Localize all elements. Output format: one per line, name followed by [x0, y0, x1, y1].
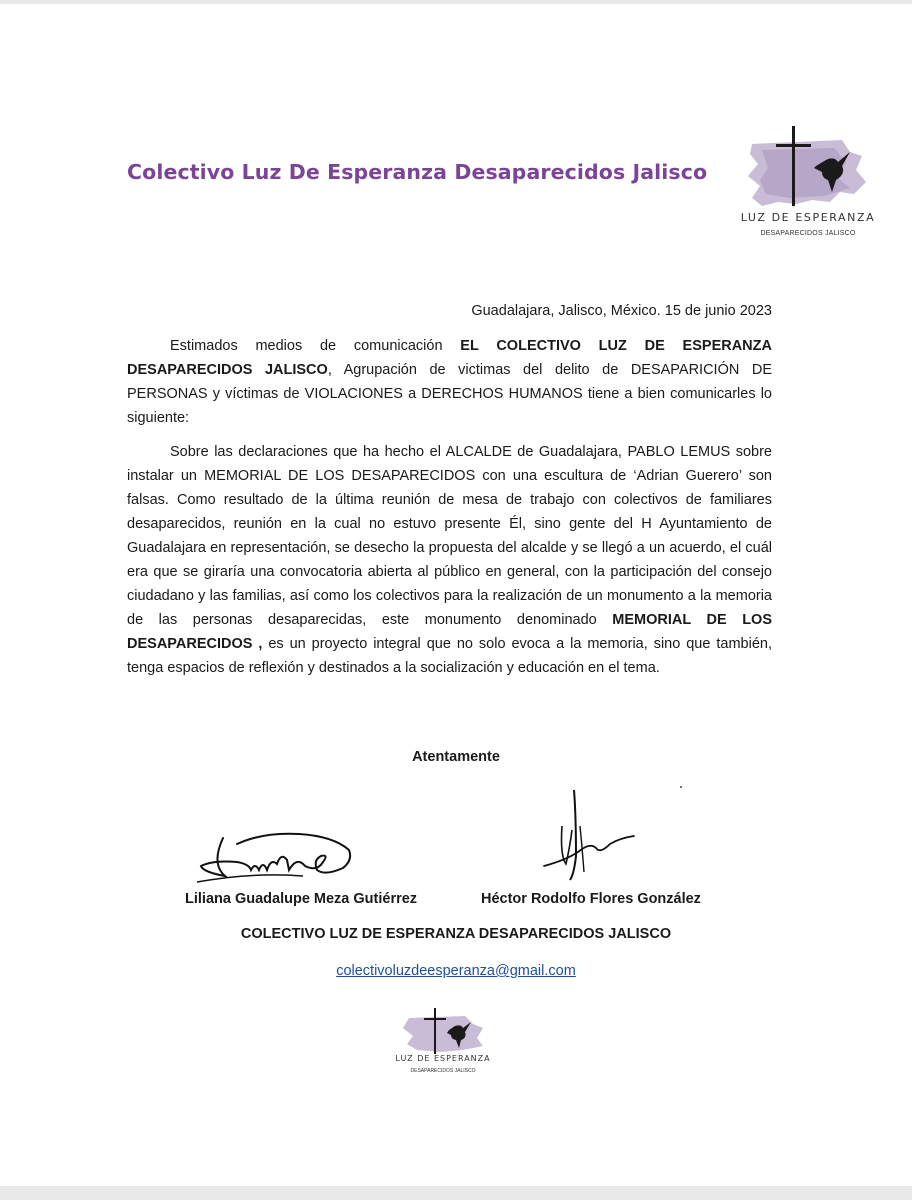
logo	[738, 122, 878, 247]
signature-right	[530, 786, 650, 882]
paragraph-body	[127, 440, 772, 680]
logo-footer-mark	[393, 1006, 493, 1056]
logo-subtitle: DESAPARECIDOS JALISCO	[410, 1068, 476, 1074]
signature-left	[193, 826, 358, 896]
paragraph-body-a: Sobre las declaraciones que ha hecho el ALCALDE de Guadalajara, PABLO LEMUS sobre instalar un MEMORIAL DE LOS DESAPARECIDOS con una escultura de ‘Adrian Guerero’ son falsas. Como resultado de la última reunión de mesa de trabajo con colectivos de familiares desaparecidos, reunión en la cual no estuvo presente Él, sino gente del H Ayuntamiento de Guadalajara en representación, se desecho la propuesta del alcalde y se llegó a un acuerdo, el cuál era que se giraría una convocatoria abierta al público en general, con la participación del consejo ciudadano y las familias, así como los colectivos para la realización de un monumento a la memoria de las personas desaparecidas, este monumento denominado	[127, 444, 772, 628]
logo-name: LUZ DE ESPERANZA	[395, 1054, 491, 1063]
email-link[interactable]: colectivoluzdeesperanza@gmail.com	[336, 963, 576, 979]
email-line	[0, 963, 912, 979]
paragraph-body-bold: MEMORIAL DE LOS DESAPARECIDOS ,	[127, 612, 772, 652]
paragraph-intro	[127, 334, 772, 430]
signer-name: Héctor Rodolfo Flores González	[481, 891, 701, 907]
page-title: Colectivo Luz De Esperanza Desaparecidos Jalisco	[127, 160, 708, 184]
letter-page	[0, 4, 912, 1186]
logo-subtitle: DESAPARECIDOS JALISCO	[760, 230, 856, 237]
watercolor-brush-icon	[403, 1016, 483, 1052]
paragraph-intro-bold: EL COLECTIVO LUZ DE ESPERANZA DESAPARECIDOS JALISCO	[127, 338, 772, 378]
paragraph-intro-c: , Agrupación de victimas del delito de DESAPARICIÓN DE PERSONAS y víctimas de VIOLACIONES a DERECHOS HUMANOS tiene a bien comunicarles lo siguiente:	[127, 362, 773, 426]
logo-footer	[393, 1006, 493, 1080]
paragraph-body-c: es un proyecto integral que no solo evoca a la memoria, sino que también, tenga espacios de reflexión y destinados a la socialización y educación en el tema.	[127, 636, 772, 676]
signer-name: Liliana Guadalupe Meza Gutiérrez	[185, 891, 418, 907]
organization-name: COLECTIVO LUZ DE ESPERANZA DESAPARECIDOS JALISCO	[240, 926, 672, 942]
logo-mark	[738, 122, 878, 247]
signature-left-drawing	[193, 826, 358, 896]
closing: Atentamente	[412, 749, 500, 765]
signature-right-drawing	[530, 786, 650, 882]
logo-name: LUZ DE ESPERANZA	[740, 211, 876, 224]
watercolor-brush-icon	[748, 140, 866, 206]
letter-date: Guadalajara, Jalisco, México. 15 de junio 2023	[471, 303, 772, 319]
ink-dot	[680, 786, 682, 788]
paragraph-intro-a: Estimados medios de comunicación	[170, 338, 461, 354]
